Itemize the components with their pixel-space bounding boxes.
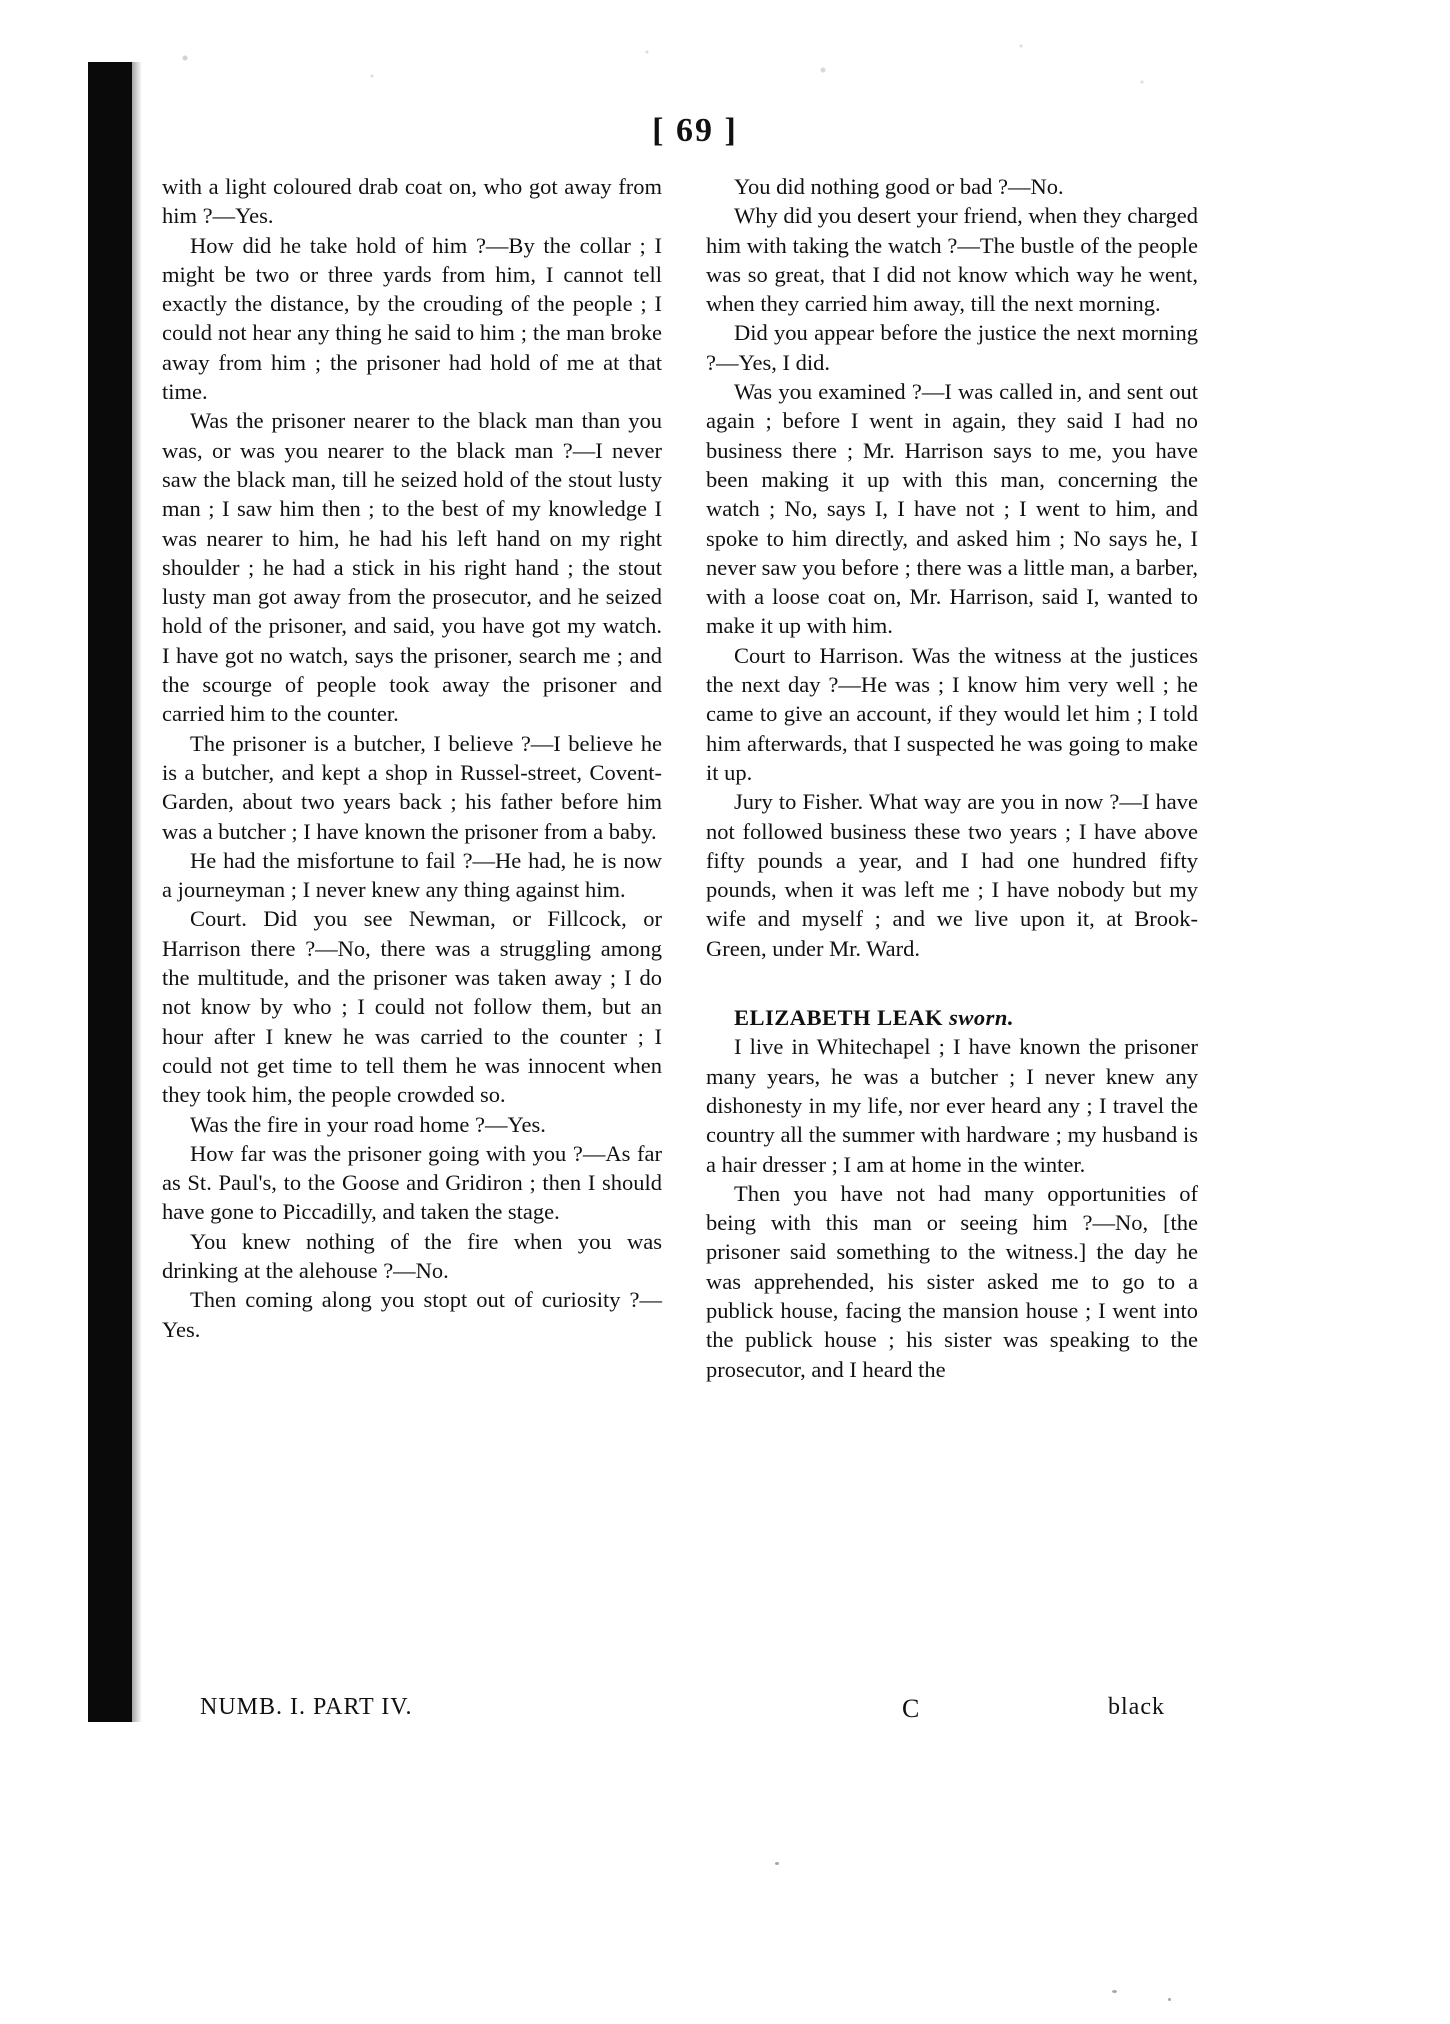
issue-number: NUMB. I. PART IV. — [200, 1694, 413, 1720]
paragraph: Why did you desert your friend, when they charged him with taking the watch ?—The bustle of the people was so great, that I did not know which way he went, when they carried him away, till the next morning. — [706, 203, 1198, 317]
paragraph: Court. Did you see Newman, or Fillcock, or Harrison there ?—No, there was a struggling among the multitude, and the prisoner was taken away ; I do not know by who ; I could not follow them, but an hour after I knew he was carried to the counter ; I could not get time to tell them he was innocent when they took him, the people crowded so. — [162, 906, 662, 1108]
paragraph: How far was the prisoner going with you ?—As far as St. Paul's, to the Goose and Gridiron ; then I should have gone to Piccadilly, and taken the stage. — [162, 1140, 662, 1225]
paragraph: How did he take hold of him ?—By the collar ; I might be two or three yards from him, I cannot tell exactly the distance, by the crouding of the people ; I could not hear any thing he said to him ; the man broke away from him ; the prisoner had hold of me at that time. — [162, 232, 662, 405]
page-number: [ 69 ] — [652, 112, 738, 149]
paragraph: Was you examined ?—I was called in, and sent out again ; before I went in again, they said I had no business there ; Mr. Harrison says to me, you have been making it up with this man, concerning the watch ; No, says I, I have not ; I went to him, and spoke to him directly, and asked him ; No says he, I never saw you before ; there was a little man, a barber, with a loose coat on, Mr. Harrison, said I, wanted to make it up with him. — [706, 379, 1199, 639]
right-column-testimony-continued — [706, 1032, 1198, 1384]
paragraph: You did nothing good or bad ?—No. — [734, 174, 1064, 199]
paragraph: You knew nothing of the fire when you was drinking at the alehouse ?—No. — [162, 1228, 662, 1283]
paragraph: with a light coloured drab coat on, who got away from him ?—Yes. — [162, 174, 662, 229]
catchword: black — [1108, 1694, 1165, 1720]
witness-name: ELIZABETH LEAK — [734, 1005, 943, 1031]
signature-mark: C — [902, 1694, 921, 1723]
binding-shadow — [88, 62, 132, 1722]
binding-shadow-fade — [132, 62, 142, 1722]
paragraph: Did you appear before the justice the next morning ?—Yes, I did. — [706, 320, 1198, 375]
witness-sworn: sworn. — [949, 1005, 1014, 1031]
paragraph: Jury to Fisher. What way are you in now ?—I have not followed business these two years ; I have above fifty pounds a year, and I had one hundred fifty pounds, when it was left me ; I have nobody but my wife and myself ; and we live upon it, at Brook-Green, under Mr. Ward. — [706, 789, 1198, 961]
paragraph: Court to Harrison. Was the witness at the justices the next day ?—He was ; I know him very well ; he came to give an account, if they would let him ; I told him afterwards, that I suspected he was going to make it up. — [706, 642, 1198, 785]
scan-noise — [130, 34, 1230, 94]
scan-speck — [1112, 1990, 1117, 1993]
right-column — [706, 172, 1198, 1384]
left-column — [162, 172, 662, 1344]
paragraph: Then coming along you stopt out of curiosity ?—Yes. — [162, 1287, 662, 1342]
paragraph: Was the fire in your road home ?—Yes. — [190, 1111, 546, 1137]
paragraph: I live in Whitechapel ; I have known the prisoner many years, he was a butcher ; I never knew any dishonesty in my life, nor ever heard any ; I travel the country all the summer with hardware ; my husband is a hair dresser ; I am at home in the winter. — [706, 1034, 1198, 1177]
scan-speck — [1168, 1998, 1171, 2001]
paragraph: Then you have not had many opportunities of being with this man or seeing him ?—No, [the prisoner said something to the witness.] the day he was apprehended, his sister asked me to go to a publick house, facing the mansion house ; I went into the publick house ; his sister was speaking to the prosecutor, and I heard the — [706, 1180, 1198, 1382]
witness-heading — [706, 1003, 1198, 1032]
right-column-testimony — [706, 172, 1198, 963]
scan-speck — [775, 1862, 779, 1865]
paragraph: The prisoner is a butcher, I believe ?—I believe he is a butcher, and kept a shop in Russel-street, Covent-Garden, about two years back ; his father before him was a butcher ; I have known the prisoner from a baby. — [162, 730, 662, 844]
paragraph: Was the prisoner nearer to the black man than you was, or was you nearer to the black man ?—I never saw the black man, till he seized hold of the stout lusty man ; I saw him then ; to the best of my knowledge I was nearer to him, he had his left hand on my right shoulder ; he had a stick in his right hand ; the stout lusty man got away from the prosecutor, and he seized hold of the prisoner, and said, you have got my watch. I have got no watch, says the prisoner, search me ; and the scourge of people took away the prisoner and carried him to the counter. — [162, 408, 662, 727]
paragraph: He had the misfortune to fail ?—He had, he is now a journeyman ; I never knew any thing against him. — [162, 847, 662, 903]
